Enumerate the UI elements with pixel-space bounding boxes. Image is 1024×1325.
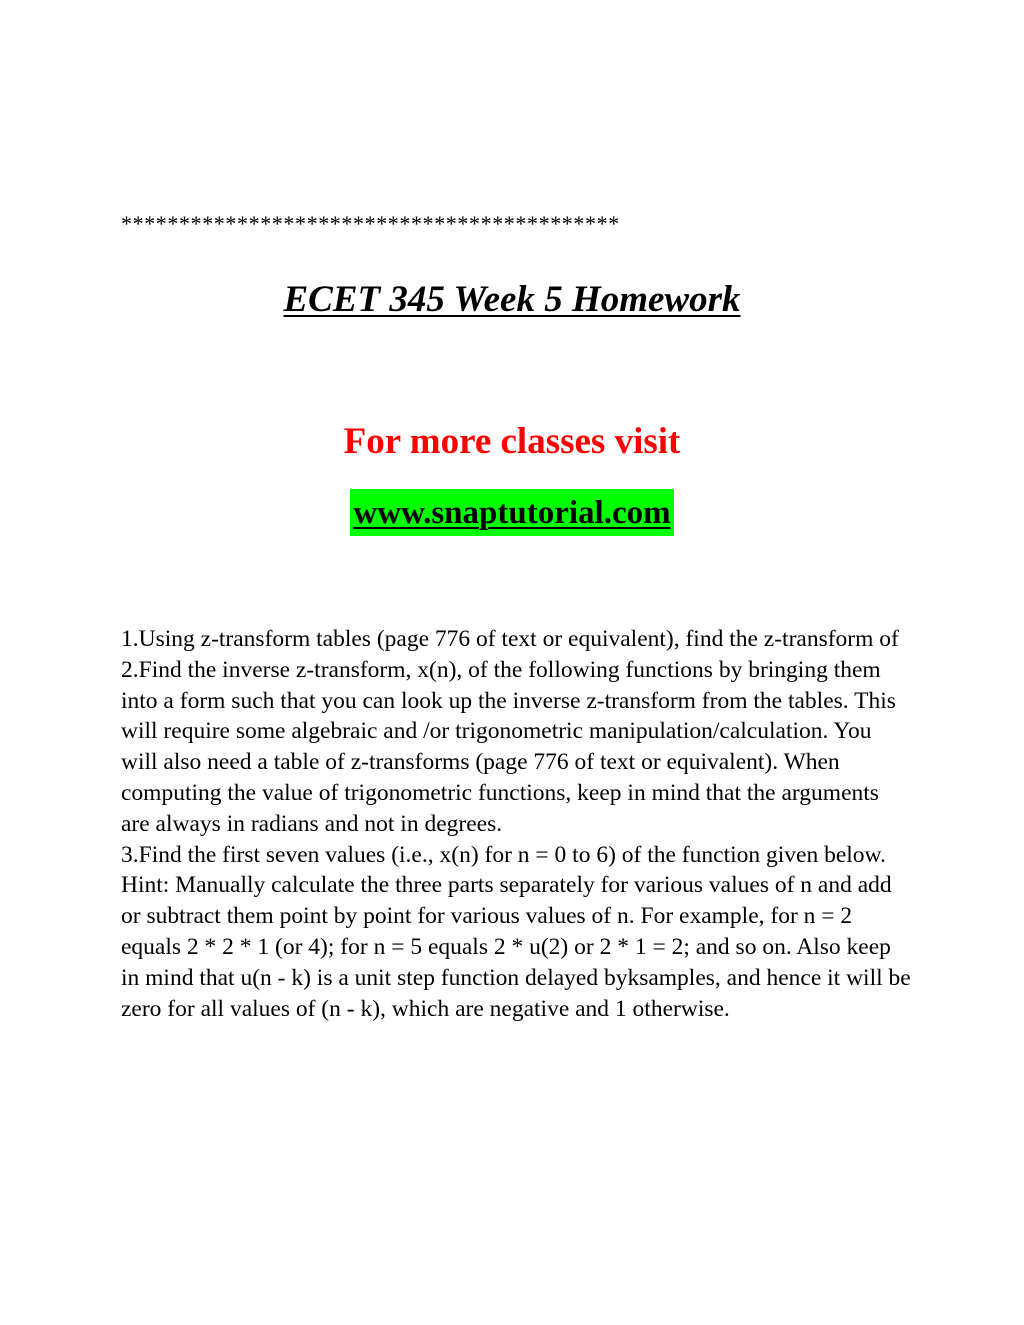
question-3: 3.Find the first seven values (i.e., x(n) for n = 0 to 6) of the function given below. xyxy=(121,841,886,868)
website-wrapper xyxy=(0,489,1024,536)
website-link[interactable]: www.snaptutorial.com xyxy=(350,489,673,536)
promo-text: For more classes visit xyxy=(343,421,681,462)
page-title: ECET 345 Week 5 Homework xyxy=(283,279,741,320)
asterisk-separator: ******************************************* xyxy=(121,211,620,236)
hint-paragraph: Hint: Manually calculate the three parts separately for various values of n and add or subtract them point by point for various values of n. For example, for n = 2 equals 2 * 2 * 1 (or 4); for n = 5 equals 2 * u(2) or 2 * 1 = 2; and so on. Also keep in mind that u(n - k) is a unit step function delayed byksamples, and hence it will be zero for all values of (n - k), which are negative and 1 otherwise. xyxy=(121,872,911,1022)
question-2: 2.Find the inverse z-transform, x(n), of the following functions by bringing them into a form such that you can look up the inverse z-transform from the tables. This will require some algebraic and /or trigonometric manipulation/calculation. You will also need a table of z-transforms (page 776 of text or equivalent). When computing the value of trigonometric functions, keep in mind that the arguments are always in radians and not in degrees. xyxy=(121,656,896,837)
question-1: 1.Using z-transform tables (page 776 of text or equivalent), find the z-transform of xyxy=(121,626,899,652)
homework-body xyxy=(121,624,911,1024)
